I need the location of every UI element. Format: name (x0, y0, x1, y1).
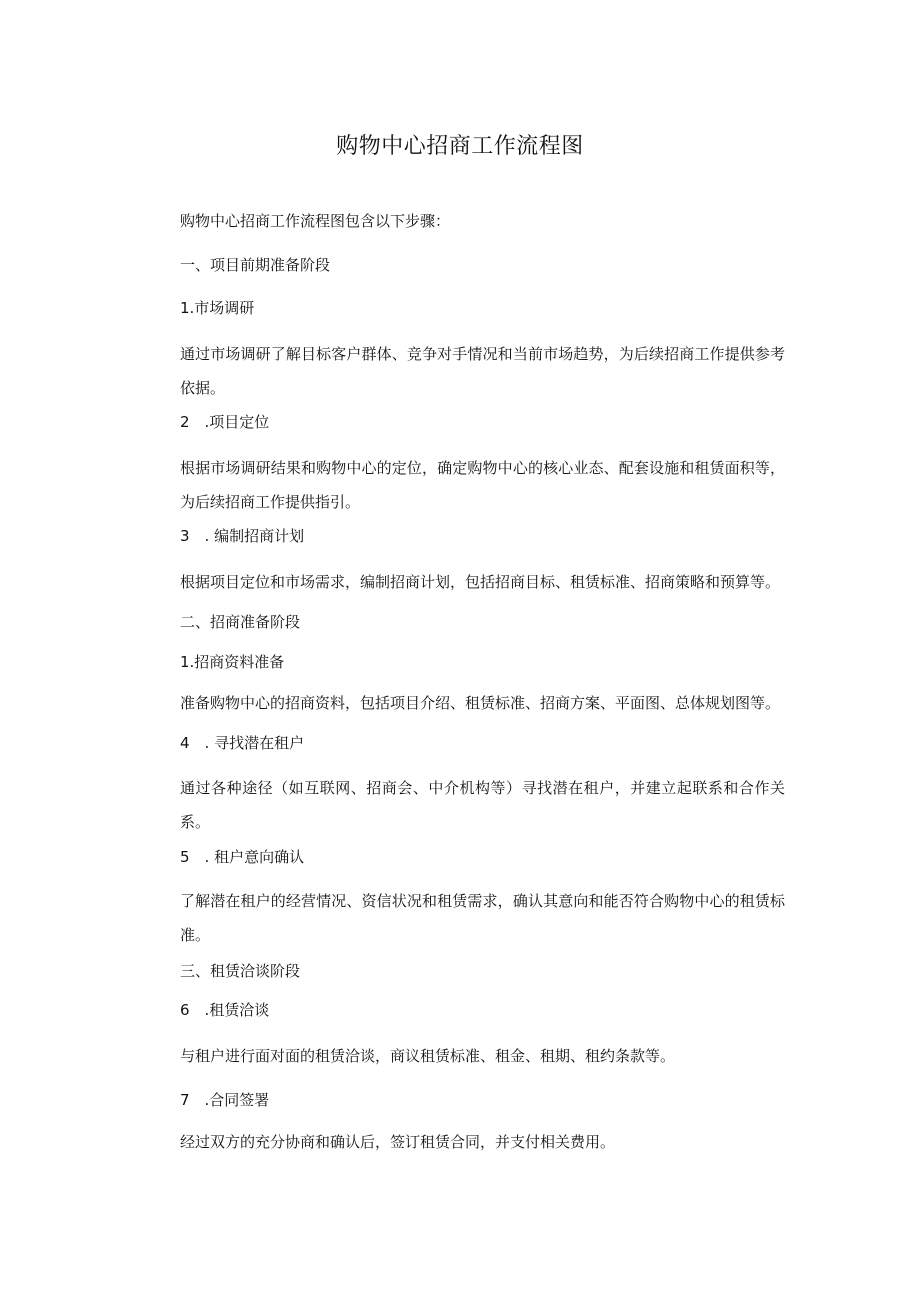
step-label: 3 . 编制招商计划 (180, 527, 305, 545)
step-label: 5 . 租户意向确认 (180, 848, 305, 866)
step-text: 根据市场调研结果和购物中心的定位，确定购物中心的核心业态、配套设施和租赁面积等，为后续招商工作提供指引。 (180, 459, 785, 511)
section-heading: 三、租赁洽谈阶段 (180, 962, 301, 980)
step-label: 4 . 寻找潜在租户 (180, 734, 305, 752)
step-text: 根据项目定位和市场需求，编制招商计划，包括招商目标、租赁标准、招商策略和预算等。 (180, 573, 781, 591)
step-label: 2 .项目定位 (180, 413, 270, 431)
intro-text: 购物中心招商工作流程图包含以下步骤： (180, 212, 451, 230)
step-label: 1.招商资料准备 (180, 653, 285, 671)
step-text: 了解潜在租户的经营情况、资信状况和租赁需求，确认其意向和能否符合购物中心的租赁标准。 (180, 892, 785, 944)
document-title: 购物中心招商工作流程图 (336, 134, 584, 159)
step-text: 通过各种途径（如互联网、招商会、中介机构等）寻找潜在租户，并建立起联系和合作关系。 (180, 779, 785, 831)
section-heading: 二、招商准备阶段 (180, 613, 301, 631)
step-text: 经过双方的充分协商和确认后，签订租赁合同，并支付相关费用。 (180, 1133, 616, 1151)
step-text: 准备购物中心的招商资料，包括项目介绍、租赁标准、招商方案、平面图、总体规划图等。 (180, 694, 781, 712)
step-text: 通过市场调研了解目标客户群体、竞争对手情况和当前市场趋势，为后续招商工作提供参考依据。 (180, 345, 785, 397)
step-label: 6 .租赁洽谈 (180, 1001, 270, 1019)
step-text: 与租户进行面对面的租赁洽谈，商议租赁标准、租金、租期、租约条款等。 (180, 1047, 676, 1065)
step-label: 7 .合同签署 (180, 1091, 270, 1109)
section-heading: 一、项目前期准备阶段 (180, 256, 331, 274)
step-label: 1.市场调研 (180, 299, 255, 317)
